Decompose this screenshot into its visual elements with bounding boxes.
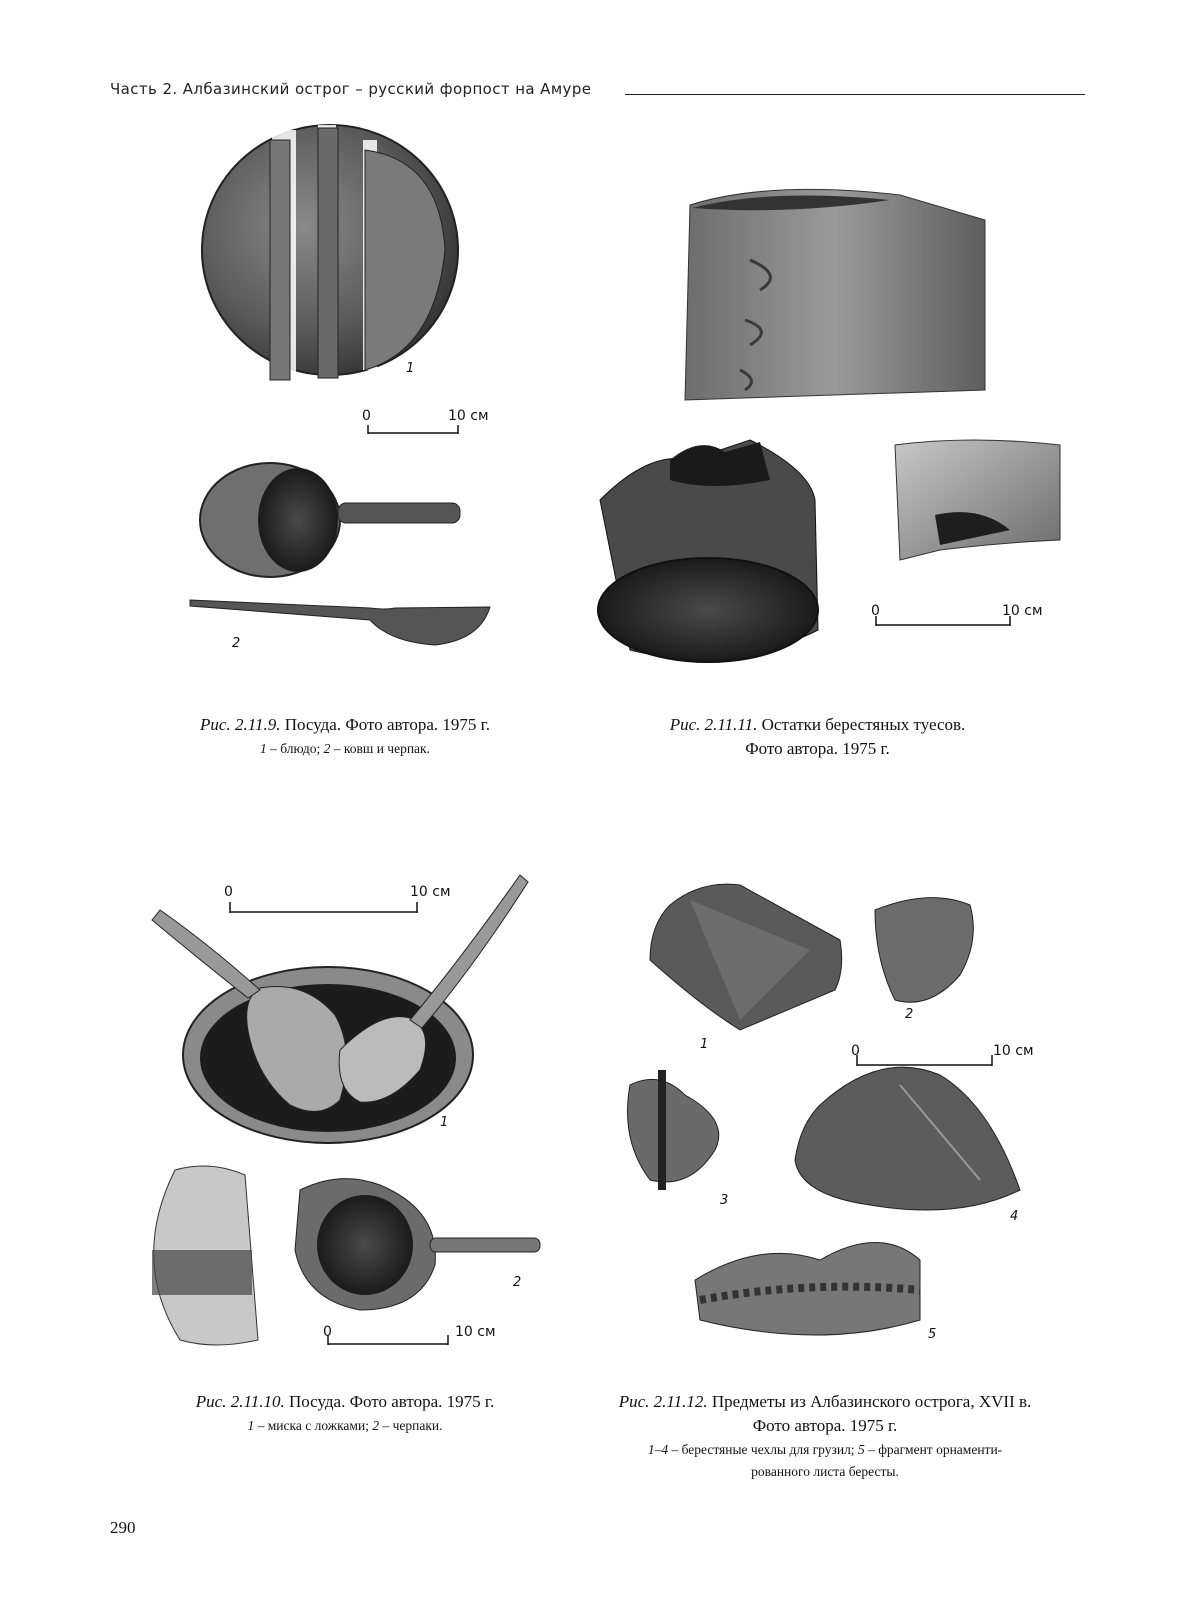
scale-bar [323,1324,496,1345]
item-label-2: 2 [905,1007,914,1022]
figure-2-11-12-photo [620,880,1070,1380]
figure-ref: Рис. 2.11.11. [669,715,758,734]
figure-title: Посуда. Фото автора. 1975 г. [284,1392,495,1411]
figure-ref: Рис. 2.11.10. [195,1392,285,1411]
figure-title: Предметы из Албазинского острога, XVII в. [707,1392,1032,1411]
item-label-2: 2 [513,1275,522,1290]
figure-title: Остатки берестяных туесов. [757,715,966,734]
svg-text:10 см: 10 см [448,408,489,424]
figure-ref: Рис. 2.11.12. [618,1392,708,1411]
scale-bar [871,603,1043,626]
page-number: 290 [110,1518,136,1537]
scale-bar [851,1043,1034,1066]
item-label-4: 4 [1010,1209,1019,1224]
figure-2-11-11-photo [590,180,1090,680]
item-label-1: 1 [700,1037,709,1052]
svg-text:0: 0 [362,408,371,424]
item-label-3: 3 [720,1193,729,1208]
birch-box-large-image [685,189,985,400]
svg-text:10 см: 10 см [410,884,451,900]
svg-text:0: 0 [323,1324,332,1340]
birch-box-small-image [895,440,1060,560]
running-head: Часть 2. Албазинский острог – русский форпост на Амуре [110,80,592,98]
scale-bar [362,408,489,434]
figure-2-11-9-photo [180,120,510,680]
figure-ref: Рис. 2.11.9. [200,715,281,734]
svg-text:10 см: 10 см [993,1043,1034,1059]
item-label-2: 2 [232,636,241,651]
item-label-5: 5 [928,1327,937,1342]
figure-2-11-11-caption: Рис. 2.11.11. Остатки берестяных туесов. Фото автора. 1975 г. [669,715,966,758]
bark-cover-3-image [628,1070,719,1190]
scoop-image [295,1179,540,1310]
birch-box-round-image [598,440,818,662]
figure-title: Посуда. Фото автора. 1975 г. [280,715,490,734]
ladle-image [190,463,490,645]
ladle-fragment-image [152,1166,258,1345]
scale-bar [224,884,451,913]
figure-2-11-10-caption: Рис. 2.11.10. Посуда. Фото автора. 1975 г. 1 – миска с ложками; 2 – черпаки. [195,1392,495,1433]
bark-cover-4-image [795,1067,1020,1210]
bark-cover-1-image [650,884,842,1030]
svg-text:0: 0 [871,603,880,619]
item-label-1: 1 [406,361,415,376]
svg-text:0: 0 [851,1043,860,1059]
item-label-1: 1 [440,1115,449,1130]
bowl-with-spoons-image [152,875,528,1143]
bark-fragment-5-image [695,1243,920,1336]
platter-image [202,125,458,380]
svg-text:10 см: 10 см [455,1324,496,1340]
header-rule [625,94,1085,95]
bark-cover-2-image [875,898,973,1003]
svg-text:10 см: 10 см [1002,603,1043,619]
figure-2-11-12-caption: Рис. 2.11.12. Предметы из Албазинского острога, XVII в. Фото автора. 1975 г. 1–4 – берестяные чехлы для грузил; 5 – фрагмент орнаменти- рованного листа бересты. [618,1392,1032,1479]
figure-2-11-9-caption: Рис. 2.11.9. Посуда. Фото автора. 1975 г. 1 – блюдо; 2 – ковш и черпак. [200,715,490,756]
figure-2-11-10-photo [130,870,570,1380]
svg-text:0: 0 [224,884,233,900]
